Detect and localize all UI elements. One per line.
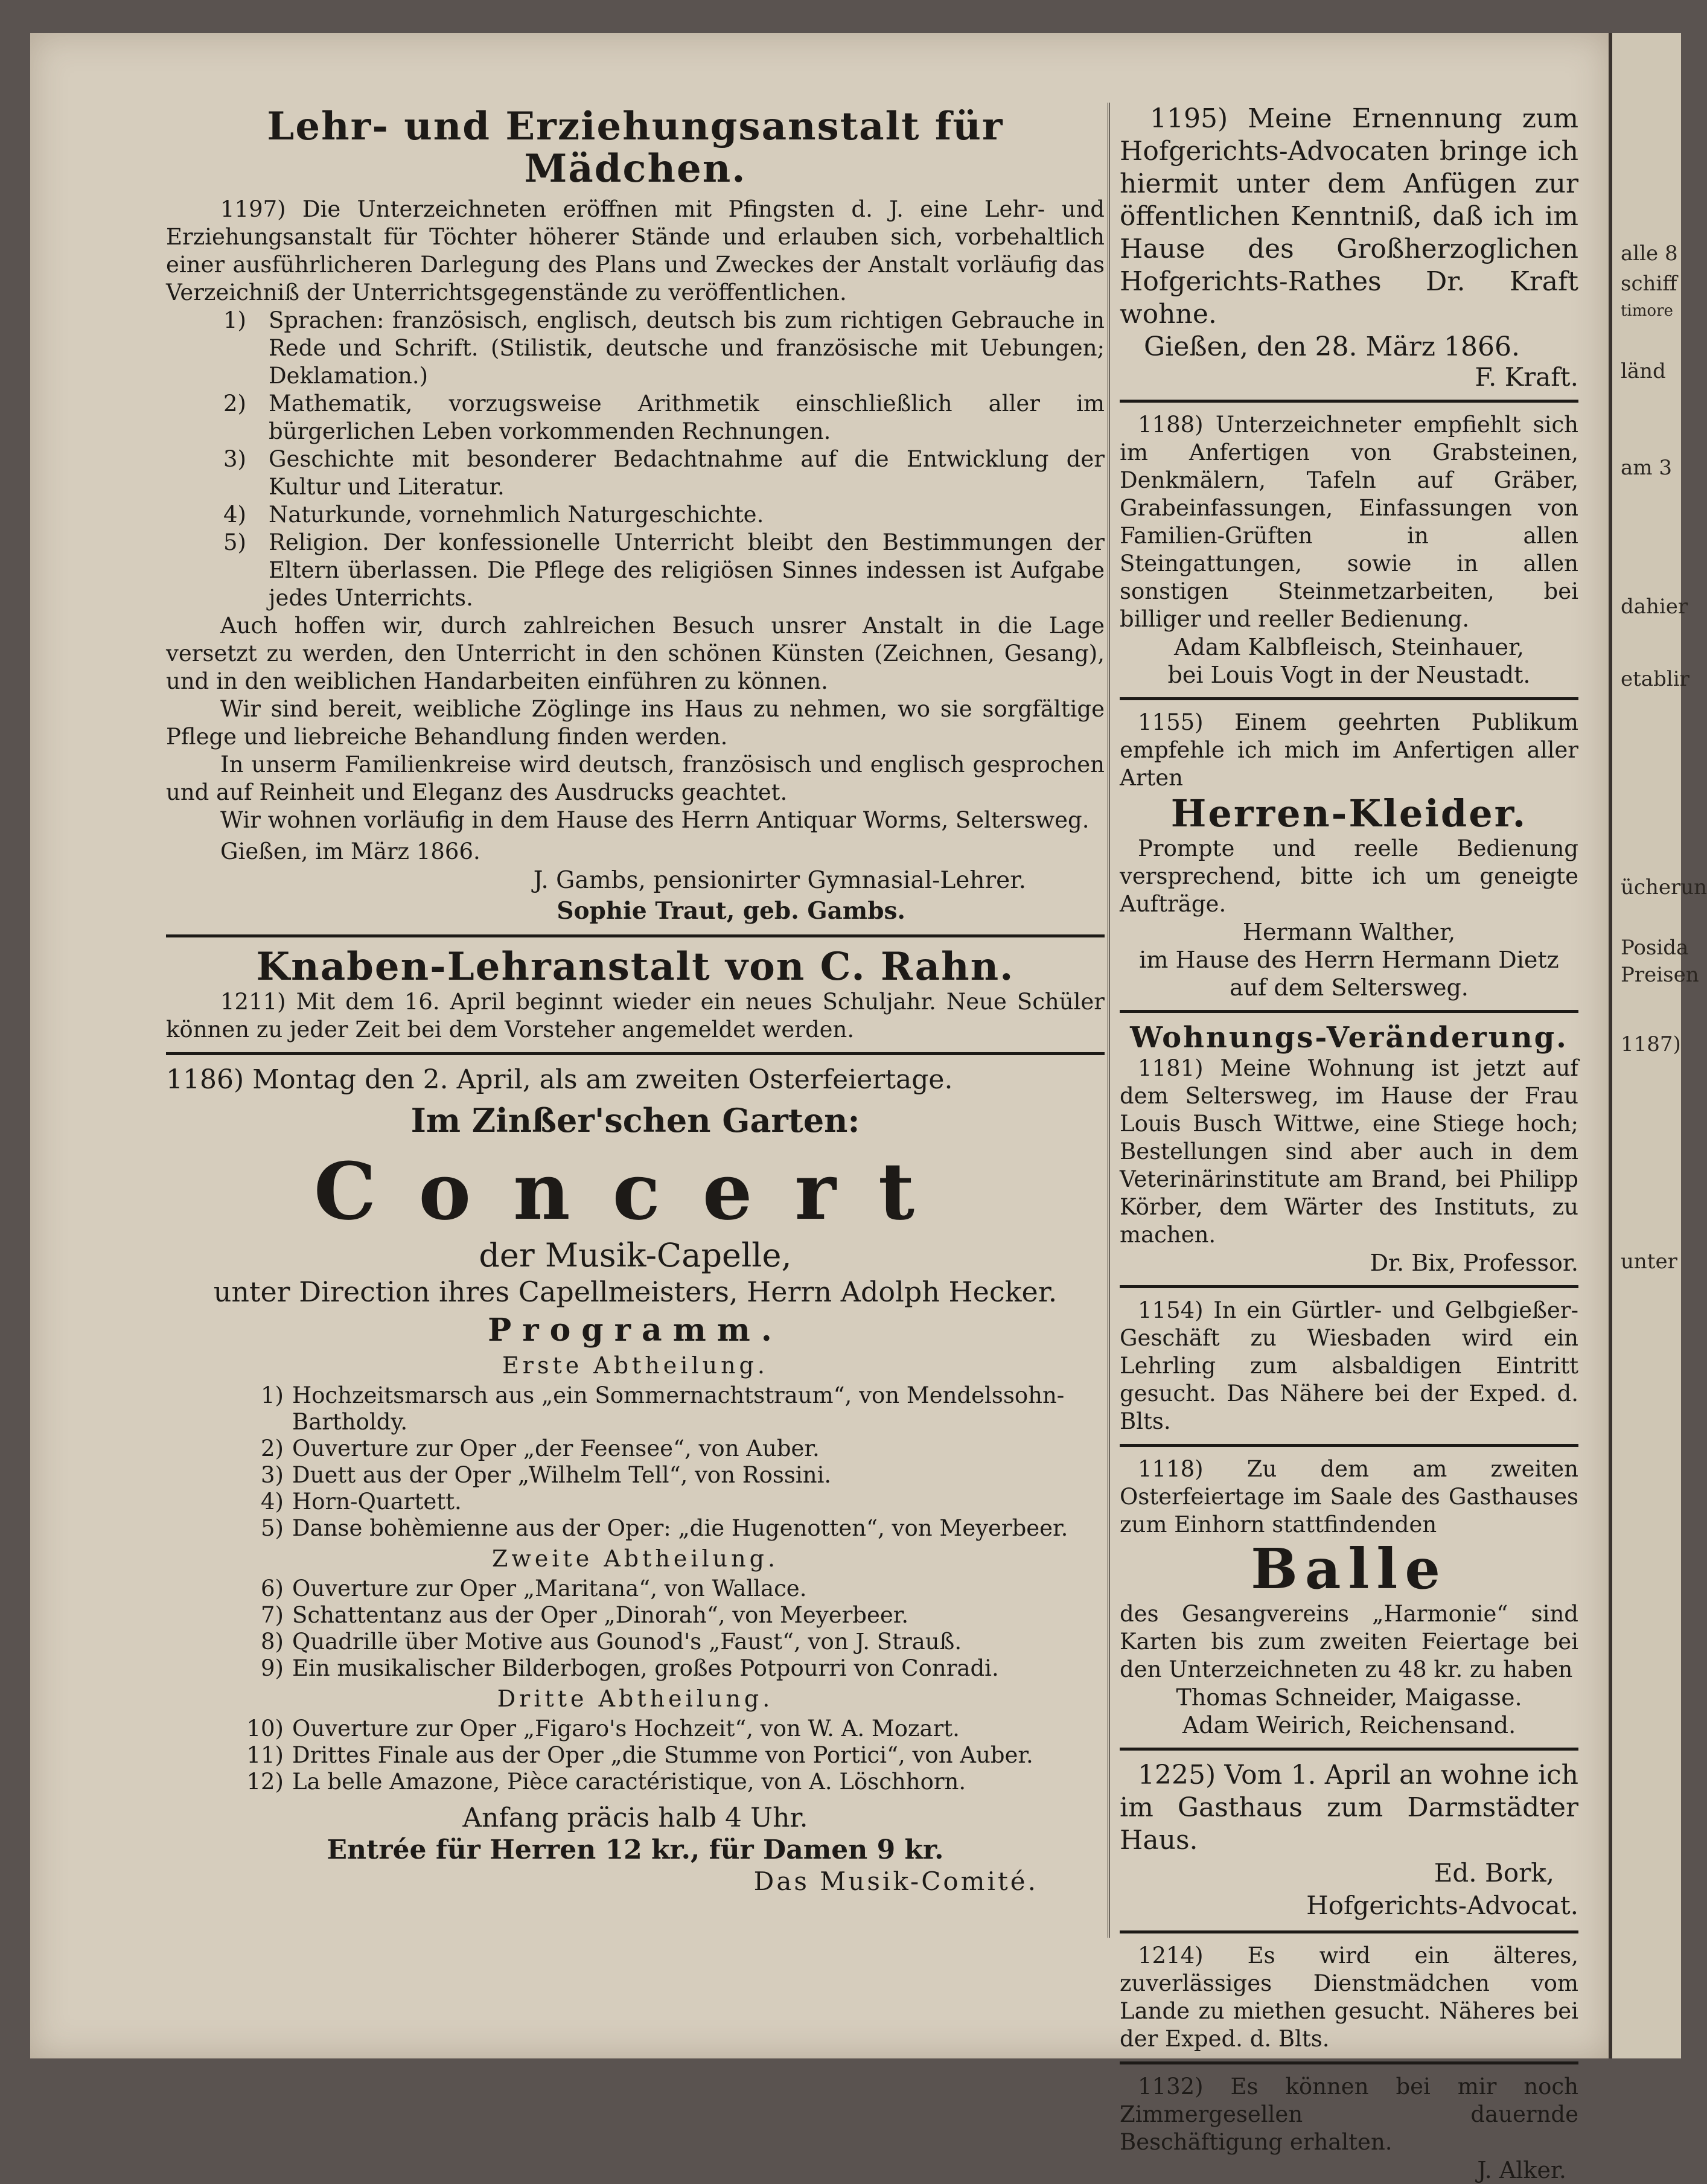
edge-fragment: alle 8	[1621, 241, 1678, 266]
left-column	[166, 106, 1105, 1897]
ad-paragraph: Auch hoffen wir, durch zahlreichen Besuch unsrer Anstalt in die Lage versetzt zu werden, den Unterricht in den schönen Künsten (Zeichnen, Gesang), und in den weiblichen Handarbeiten einführen zu können.	[166, 612, 1105, 694]
ad-text: 1154) In ein Gürtler- und Gelbgießer-Geschäft zu Wiesbaden wird ein Lehrling zum alsbaldigen Eintritt gesucht. Das Nähere bei der Exped. d. Blts.	[1120, 1297, 1578, 1435]
ad-date: Gießen, im März 1866.	[220, 838, 480, 864]
edge-fragment: etablir	[1621, 667, 1689, 691]
ad-text: 1211) Mit dem 16. April beginnt wieder ein neues Schuljahr. Neue Schüler können zu jeder Zeit bei dem Vorsteher angemeldet werden.	[166, 989, 1105, 1043]
signature: F. Kraft.	[1475, 362, 1578, 392]
concert-date-line: 1186) Montag den 2. April, als am zweiten Osterfeiertage.	[166, 1064, 953, 1096]
column-divider	[1108, 103, 1110, 1938]
edge-fragment: schiff	[1621, 272, 1677, 296]
ad-paragraph: In unserm Familienkreise wird deutsch, französisch und englisch gesprochen und auf Reinheit und Eleganz des Ausdrucks geachtet.	[166, 751, 1105, 805]
ad-intro: 1197) Die Unterzeichneten eröffnen mit Pfingsten d. J. eine Lehr- und Erziehungsanstalt für Töchter höherer Stände und erlauben sich, vorbehaltlich einer ausführlicheren Darlegung des Plans und Zweckes der Anstalt vorläufig das Verzeichniß der Unterrichtsgegenstände zu veröffentlichen.	[166, 196, 1105, 305]
right-column	[1120, 103, 1578, 2184]
signature: Thomas Schneider, Maigasse.	[1176, 1684, 1522, 1711]
signature: bei Louis Vogt in der Neustadt.	[1167, 662, 1531, 688]
signature: J. Gambs, pensionirter Gymnasial-Lehrer.	[533, 866, 1026, 894]
section-rule	[1120, 2061, 1578, 2064]
programm-item: 11) Drittes Finale aus der Oper „die Stumme von Portici“, von Auber.	[246, 1742, 1033, 1769]
ad-1188	[1120, 411, 1578, 689]
section-rule	[1120, 1444, 1578, 1447]
list-item: 5) Religion. Der konfessionelle Unterricht bleibt den Bestimmungen der Eltern überlassen. Die Pflege des religiösen Sinnes indessen ist Aufgabe jedes Unterrichts.	[223, 529, 1105, 611]
ad-paragraph: Wir sind bereit, weibliche Zöglinge ins Haus zu nehmen, wo sie sorgfältige Pflege und liebreiche Behandlung finden werden.	[166, 695, 1105, 750]
adjacent-page-strip	[1609, 33, 1707, 2058]
ad-paragraph: Wir wohnen vorläufig in dem Hause des Herrn Antiquar Worms, Seltersweg.	[220, 806, 1090, 833]
signature: Hofgerichts-Advocat.	[1306, 1890, 1578, 1920]
ad-concert	[166, 1064, 1105, 1897]
signature: Adam Kalbfleisch, Steinhauer,	[1173, 634, 1525, 660]
list-item: 3) Geschichte mit besonderer Bedachtnahme auf die Entwicklung der Kultur und Literatur.	[223, 445, 1105, 500]
ad-text: 1181) Meine Wohnung ist jetzt auf dem Seltersweg, im Hause der Frau Louis Busch Wittwe, eine Stiege hoch; Bestellungen sind aber auch in dem Veterinärinstitute am Brand, bei Philipp Körber, dem Wärter des Instituts, zu machen.	[1120, 1055, 1578, 1248]
section-rule	[1120, 400, 1578, 403]
ad-title: Knaben-Lehranstalt von C. Rahn.	[256, 944, 1015, 989]
concert-band: der Musik-Capelle,	[479, 1236, 792, 1275]
signature: Hermann Walther,	[1242, 919, 1456, 946]
ad-1214	[1120, 1942, 1578, 2053]
ad-text: 1155) Einem geehrten Publikum empfehle ich mich im Anfertigen aller Arten	[1120, 709, 1578, 791]
edge-fragment: ücherun	[1621, 875, 1707, 899]
ad-knaben-lehranstalt	[166, 946, 1105, 1044]
signature: Ed. Bork,	[1434, 1857, 1554, 1888]
ad-title: Lehr- und Erziehungsanstalt für Mädchen.	[267, 104, 1004, 192]
edge-fragment: 1187)	[1621, 1032, 1681, 1056]
programm-item: 7) Schattentanz aus der Oper „Dinorah“, von Meyerbeer.	[261, 1602, 909, 1629]
programm-item: 5) Danse bohèmienne aus der Oper: „die Hugenotten“, von Meyerbeer.	[261, 1515, 1068, 1542]
signature: auf dem Seltersweg.	[1230, 974, 1469, 1001]
concert-entry: Entrée für Herren 12 kr., für Damen 9 kr.	[327, 1834, 944, 1866]
ad-maedchen-anstalt	[166, 106, 1105, 926]
programm-section: Dritte Abtheilung.	[497, 1685, 774, 1713]
ad-1155	[1120, 709, 1578, 1001]
list-item: 2) Mathematik, vorzugsweise Arithmetik einschließlich aller im bürgerlichen Leben vorkommenden Rechnungen.	[223, 390, 1105, 444]
programm-section: Erste Abtheilung.	[502, 1352, 768, 1379]
concert-start: Anfang präcis halb 4 Uhr.	[462, 1802, 808, 1834]
programm-title: Programm.	[488, 1312, 783, 1349]
ad-text: 1118) Zu dem am zweiten Osterfeiertage im Saale des Gasthauses zum Einhorn stattfindenden	[1120, 1456, 1578, 1538]
ad-title: Balle	[1251, 1536, 1447, 1602]
signature: Dr. Bix, Professor.	[1370, 1250, 1578, 1277]
concert-title: Concert	[313, 1145, 957, 1237]
ad-title: Herren-Kleider.	[1170, 791, 1528, 835]
edge-fragment: am 3	[1621, 456, 1672, 480]
ad-1225	[1120, 1759, 1578, 1922]
signature: Adam Weirich, Reichensand.	[1182, 1711, 1516, 1739]
section-rule	[1120, 1010, 1578, 1013]
section-rule	[166, 1052, 1105, 1055]
section-rule	[1120, 1930, 1578, 1933]
ad-text: 1132) Es können bei mir noch Zimmergesellen dauernde Beschäftigung erhalten.	[1120, 2073, 1578, 2155]
edge-fragment: Posida	[1621, 936, 1689, 960]
edge-fragment: länd	[1621, 359, 1666, 383]
programm-item: 2) Ouverture zur Oper „der Feensee“, von Auber.	[261, 1435, 820, 1462]
ad-text: des Gesangvereins „Harmonie“ sind Karten bis zum zweiten Feiertage bei den Unterzeichneten zu 48 kr. zu haben	[1120, 1600, 1578, 1682]
concert-place: Im Zinßer'schen Garten:	[410, 1101, 860, 1140]
edge-fragment: timore	[1621, 302, 1673, 320]
edge-fragment: dahier	[1621, 595, 1688, 619]
programm-item: 8) Quadrille über Motive aus Gounod's „Faust“, von J. Strauß.	[261, 1629, 962, 1655]
ad-text: 1225) Vom 1. April an wohne ich im Gasthaus zum Darmstädter Haus.	[1120, 1759, 1578, 1856]
list-item: 1) Sprachen: französisch, englisch, deutsch bis zum richtigen Gebrauche in Rede und Schrift. (Stilistik, deutsche und französische mit Uebungen; Deklamation.)	[223, 307, 1105, 389]
programm-item: 6) Ouverture zur Oper „Maritana“, von Wallace.	[261, 1576, 807, 1602]
ad-text: 1214) Es wird ein älteres, zuverlässiges Dienstmädchen vom Lande zu miethen gesucht. Näheres bei der Exped. d. Blts.	[1120, 1942, 1578, 2052]
ad-1132	[1120, 2073, 1578, 2184]
ad-1195	[1120, 103, 1578, 391]
concert-committee: Das Musik-Comité.	[753, 1866, 1038, 1896]
programm-item: 3) Duett aus der Oper „Wilhelm Tell“, von Rossini.	[261, 1462, 832, 1489]
section-rule	[1120, 1285, 1578, 1288]
ad-1118	[1120, 1455, 1578, 1739]
list-item: 4) Naturkunde, vornehmlich Naturgeschichte.	[223, 501, 764, 528]
programm-item: 12) La belle Amazone, Pièce caractéristique, von A. Löschhorn.	[246, 1769, 966, 1795]
section-rule	[1120, 1748, 1578, 1751]
ad-text: 1195) Meine Ernennung zum Hofgerichts-Advocaten bringe ich hiermit unter dem Anfügen zur öffentlichen Kenntniß, daß ich im Hause des Großherzoglichen Hofgerichts-Rathes Dr. Kraft wohne.	[1120, 103, 1578, 330]
edge-fragment: unter	[1621, 1250, 1677, 1274]
ad-date: Gießen, den 28. März 1866.	[1144, 331, 1520, 362]
concert-direction: unter Direction ihres Capellmeisters, Herrn Adolph Hecker.	[213, 1276, 1058, 1309]
section-rule	[1120, 697, 1578, 700]
signature: J. Alker.	[1477, 2156, 1566, 2183]
ad-text: Prompte und reelle Bedienung versprechend, bitte ich um geneigte Aufträge.	[1120, 835, 1578, 918]
programm-item: 1) Hochzeitsmarsch aus „ein Sommernachtstraum“, von Mendelssohn-Bartholdy.	[261, 1382, 1065, 1435]
edge-fragment: Preisen	[1621, 963, 1699, 987]
programm-item: 4) Horn-Quartett.	[261, 1489, 462, 1515]
signature: Sophie Traut, geb. Gambs.	[557, 896, 905, 925]
programm-item: 9) Ein musikalischer Bilderbogen, großes Potpourri von Conradi.	[261, 1655, 999, 1682]
ad-text: 1188) Unterzeichneter empfiehlt sich im Anfertigen von Grabsteinen, Denkmälern, Tafeln auf Gräber, Grabeinfassungen, Einfassungen von Familien-Grüften in allen Steingattungen, sowie in allen sonstigen Steinmetzarbeiten, bei billiger und reeller Bedienung.	[1120, 412, 1578, 632]
programm-item: 10) Ouverture zur Oper „Figaro's Hochzeit“, von W. A. Mozart.	[246, 1716, 960, 1742]
ad-1181	[1120, 1021, 1578, 1277]
signature: im Hause des Herrn Hermann Dietz	[1139, 947, 1559, 974]
programm-section: Zweite Abtheilung.	[491, 1545, 779, 1573]
section-rule	[166, 934, 1105, 937]
ad-title: Wohnungs-Veränderung.	[1130, 1021, 1568, 1055]
ad-1154	[1120, 1297, 1578, 1435]
